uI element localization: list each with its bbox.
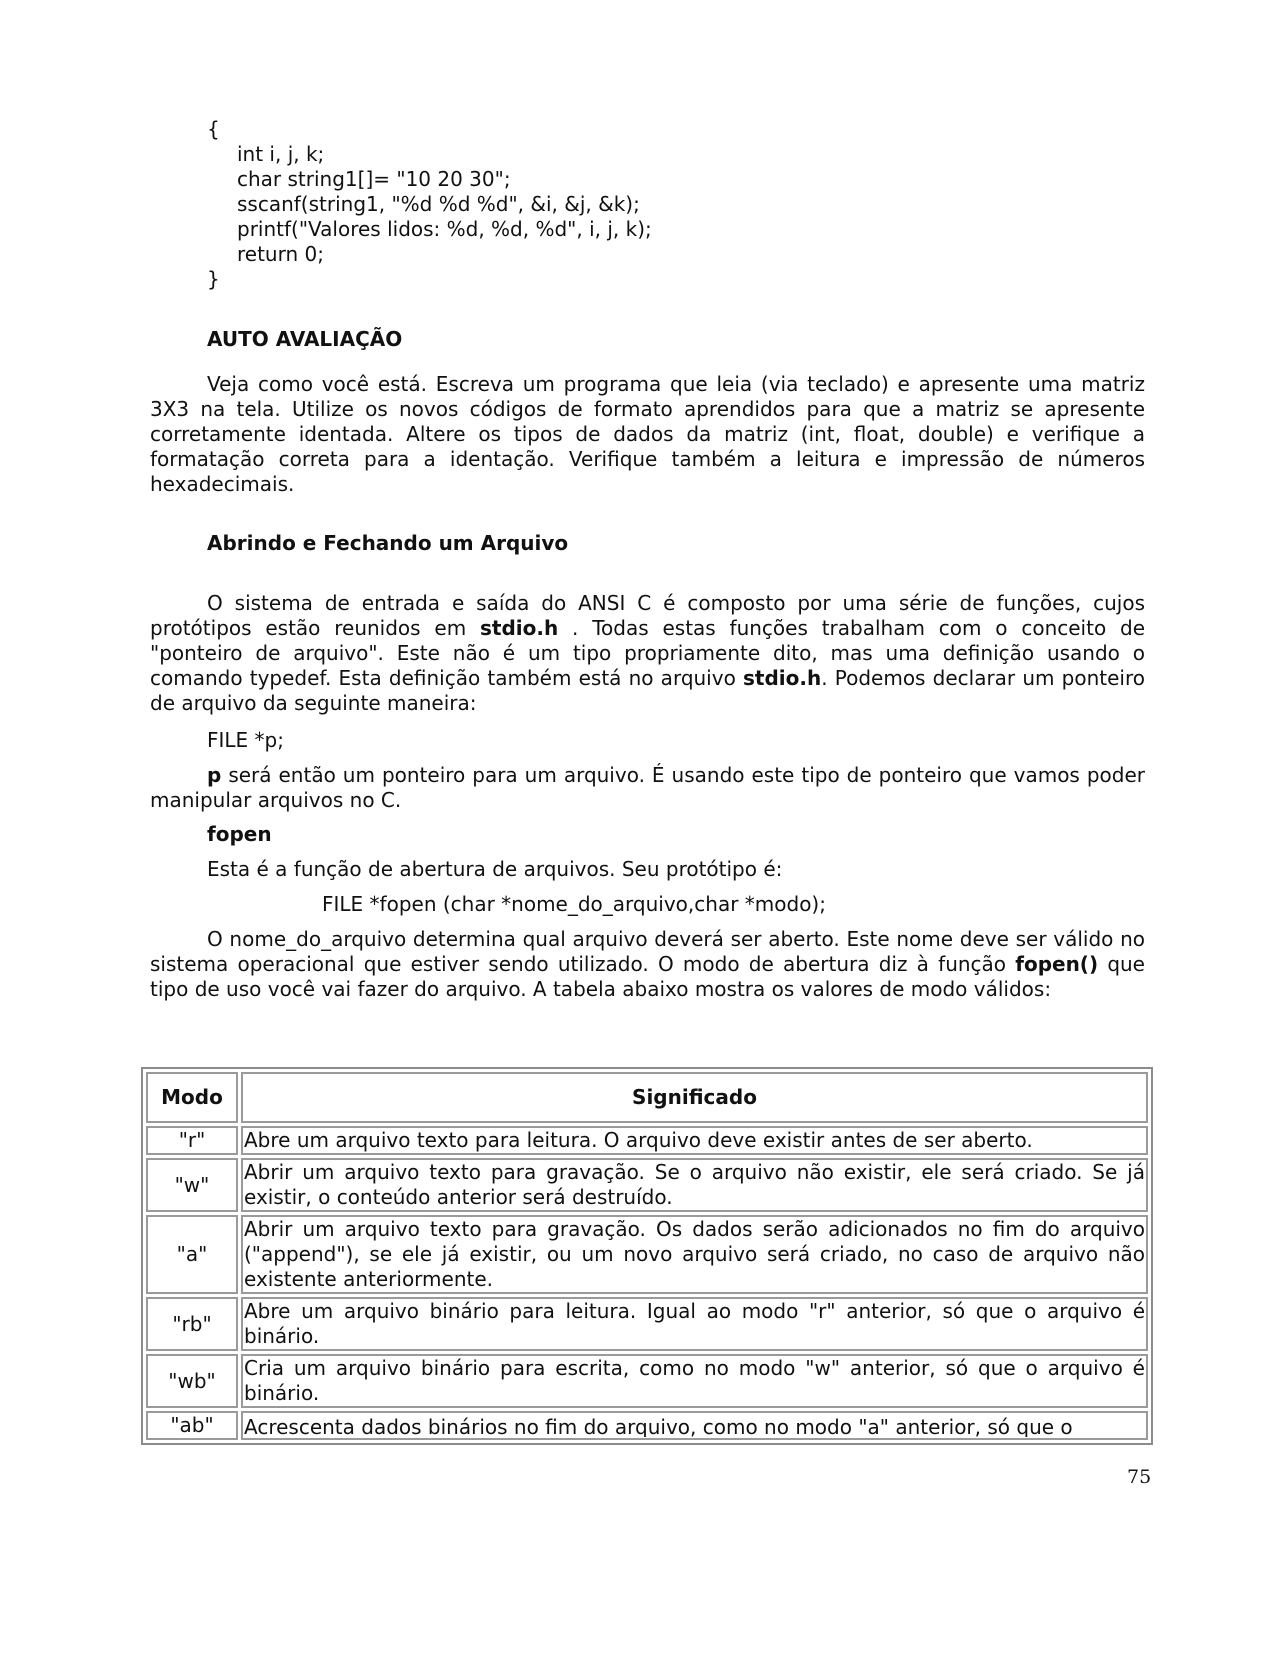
mode-cell: "ab" xyxy=(146,1411,238,1440)
header-meaning: Significado xyxy=(241,1072,1148,1123)
page-number: 75 xyxy=(1127,1466,1152,1488)
fopen-keyword: fopen() xyxy=(1015,952,1099,976)
pointer-paragraph: p será então um ponteiro para um arquivo. É usando este tipo de ponteiro que vamos poder manipular arquivos no C. xyxy=(150,763,1145,812)
fopen-prototype: FILE *fopen (char *nome_do_arquivo,char *modo); xyxy=(322,892,826,916)
mode-cell: "a" xyxy=(146,1215,238,1294)
stdio-keyword: stdio.h xyxy=(480,616,559,640)
mode-cell: "w" xyxy=(146,1158,238,1212)
fopen-title: fopen xyxy=(207,822,272,846)
section-title-auto-avaliacao: AUTO AVALIAÇÃO xyxy=(207,327,403,351)
table-row xyxy=(146,1158,1148,1212)
code-line: int i, j, k; xyxy=(237,142,325,166)
mode-cell: "rb" xyxy=(146,1297,238,1351)
auto-avaliacao-paragraph: Veja como você está. Escreva um programa que leia (via teclado) e apresente uma matriz 3X3 na tela. Utilize os novos códigos de formato aprendidos para que a matriz se apresente corretamente identada. Altere os tipos de dados da matriz (int, float, double) e verifique a formatação correta para a identação. Verifique também a leitura e impressão de números hexadecimais. xyxy=(150,372,1145,496)
meaning-cell: Abrir um arquivo texto para gravação. Se o arquivo não existir, ele será criado. Se já existir, o conteúdo anterior será destruído. xyxy=(241,1158,1148,1212)
meaning-cell xyxy=(241,1411,1148,1440)
mode-cell: "r" xyxy=(146,1126,238,1155)
stdio-paragraph: O sistema de entrada e saída do ANSI C é composto por uma série de funções, cujos protótipos estão reunidos em stdio.h . Todas estas funções trabalham com o conceito de "ponteiro de arquivo". Este não é um tipo propriamente dito, mas uma definição usando o comando typedef. Esta definição também está no arquivo stdio.h. Podemos declarar um ponteiro de arquivo da seguinte maneira: xyxy=(150,591,1145,715)
code-open-brace: { xyxy=(207,117,220,141)
header-mode: Modo xyxy=(146,1072,238,1123)
table-row xyxy=(146,1411,1148,1440)
meaning-cell: Abrir um arquivo texto para gravação. Os dados serão adicionados no fim do arquivo ("append"), se ele já existir, ou um novo arquivo será criado, no caso de arquivo não existente anteriormente. xyxy=(241,1215,1148,1294)
table-row xyxy=(146,1126,1148,1155)
file-pointer-declaration: FILE *p; xyxy=(207,728,284,752)
modes-table xyxy=(141,1067,1153,1445)
code-line: return 0; xyxy=(237,242,324,266)
code-line: char string1[]= "10 20 30"; xyxy=(237,167,511,191)
fopen-paragraph: O nome_do_arquivo determina qual arquivo deverá ser aberto. Este nome deve ser válido no sistema operacional que estiver sendo utilizado. O modo de abertura diz à função fopen() que tipo de uso você vai fazer do arquivo. A tabela abaixo mostra os valores de modo válidos: xyxy=(150,927,1145,1001)
fopen-intro: Esta é a função de abertura de arquivos. Seu protótipo é: xyxy=(207,857,783,881)
meaning-cell: Abre um arquivo binário para leitura. Igual ao modo "r" anterior, só que o arquivo é binário. xyxy=(241,1297,1148,1351)
meaning-cell: Abre um arquivo texto para leitura. O arquivo deve existir antes de ser aberto. xyxy=(241,1126,1148,1155)
section-title-abrindo-arquivo: Abrindo e Fechando um Arquivo xyxy=(207,531,569,555)
stdio-keyword: stdio.h xyxy=(743,666,822,690)
code-close-brace: } xyxy=(207,267,220,291)
truncated-meaning: Acrescenta dados binários no fim do arquivo, como no modo "a" anterior, só que o xyxy=(244,1414,1073,1437)
table-header-row xyxy=(146,1072,1148,1123)
table-row xyxy=(146,1297,1148,1351)
code-line: sscanf(string1, "%d %d %d", &i, &j, &k); xyxy=(237,192,640,216)
table-row xyxy=(146,1354,1148,1408)
meaning-cell: Cria um arquivo binário para escrita, como no modo "w" anterior, só que o arquivo é binário. xyxy=(241,1354,1148,1408)
code-line: printf("Valores lidos: %d, %d, %d", i, j, k); xyxy=(237,217,652,241)
table-row xyxy=(146,1215,1148,1294)
mode-cell: "wb" xyxy=(146,1354,238,1408)
